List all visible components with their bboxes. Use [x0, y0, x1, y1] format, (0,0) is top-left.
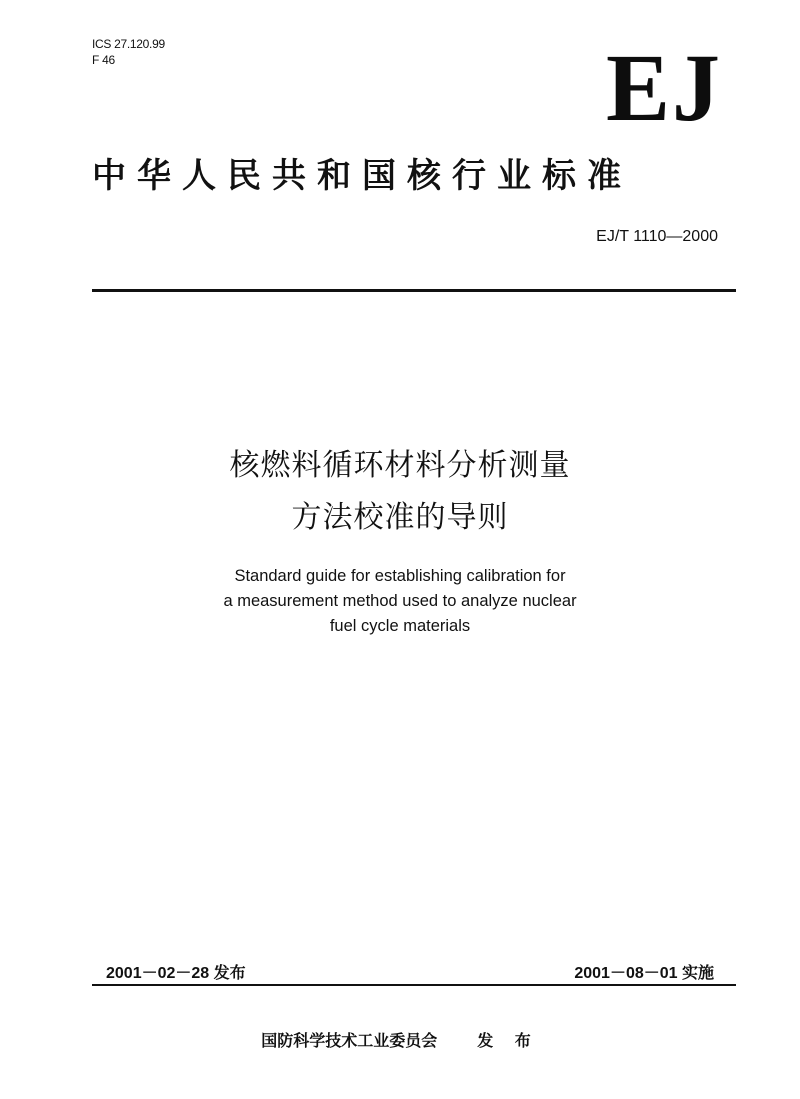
issuing-authority [0, 1028, 800, 1051]
publish-date: 2001－02－28 发布 [106, 965, 246, 982]
top-divider [92, 289, 736, 292]
document-title-chinese [0, 440, 800, 544]
ccs-code: F 46 [92, 53, 115, 67]
classification-codes [92, 36, 165, 68]
issuer-name: 国防科学技术工业委员会 [261, 1031, 438, 1050]
standard-number: EJ/T 1110—2000 [596, 228, 718, 245]
document-title-english [0, 564, 800, 639]
title-cn-line-2: 方法校准的导则 [291, 500, 509, 535]
ej-logo: EJ [605, 34, 722, 141]
implement-date: 2001－08－01 实施 [574, 965, 714, 982]
title-en-line-2: a measurement method used to analyze nuclear [223, 592, 577, 610]
issue-label: 发 布 [477, 1031, 539, 1050]
title-en-line-3: fuel cycle materials [329, 617, 471, 635]
title-en-line-1: Standard guide for establishing calibration for [234, 567, 566, 585]
standard-category-title: 中华人民共和国核行业标准 [92, 156, 632, 196]
title-cn-line-1: 核燃料循环材料分析测量 [229, 448, 571, 483]
bottom-divider [92, 984, 736, 986]
ics-code: ICS 27.120.99 [92, 37, 165, 51]
